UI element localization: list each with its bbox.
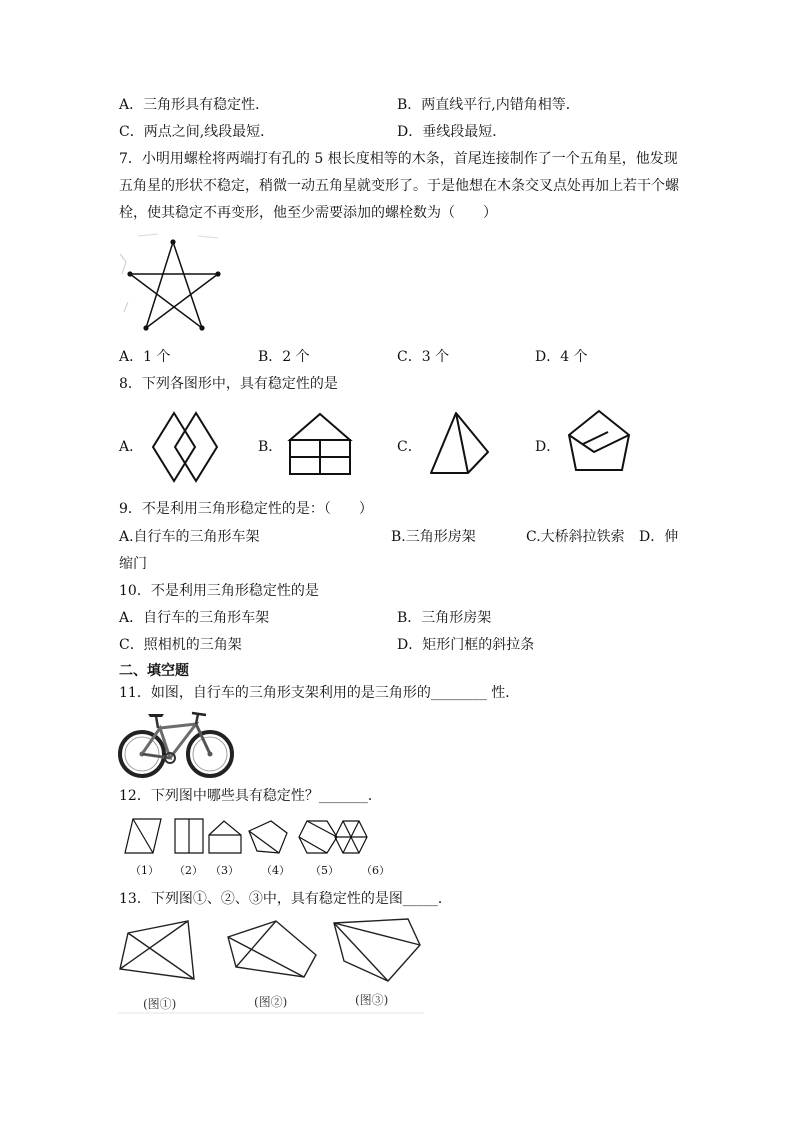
q10-option-b: B．三角形房架 [397, 610, 492, 626]
q12-label-4: （4） [261, 864, 290, 877]
q6-option-d: D．垂线段最短． [397, 124, 507, 140]
q7-stem-line3: 栓，使其稳定不再变形，他至少需要添加的螺栓数为（ ） [119, 205, 497, 221]
house-frame-figure [287, 412, 353, 478]
q8-option-d-label: D． [535, 439, 561, 455]
q8-option-c-label: C． [397, 439, 422, 455]
figure-1-quadrilateral [120, 921, 194, 979]
section-heading: 二、填空题 [119, 663, 189, 679]
q6-option-a: A．三角形具有稳定性． [119, 97, 270, 113]
q9-option-a: A.自行车的三角形车架 [119, 529, 260, 545]
q7-option-b: B．2 个 [258, 349, 310, 365]
q9-option-b: B.三角形房架 [391, 529, 476, 545]
q12-label-2: （2） [174, 864, 203, 877]
q11-stem: 11．如图，自行车的三角形支架利用的是三角形的________ 性． [119, 685, 520, 701]
q13-label-2: (图②) [254, 995, 288, 1009]
q8-option-b-label: B． [258, 439, 283, 455]
q10-option-d: D．矩形门框的斜拉条 [397, 637, 535, 653]
q10-option-c: C．照相机的三角架 [119, 637, 242, 653]
figure-3-pentagon [334, 919, 420, 981]
pentagram-figure [118, 232, 228, 340]
q9-stem: 9．不是利用三角形稳定性的是：（ ） [119, 501, 373, 517]
q9-option-d-continued: 缩门 [119, 556, 147, 572]
double-rhombus-figure [150, 410, 220, 484]
q7-option-d: D．4 个 [535, 349, 588, 365]
q12-label-6: （6） [361, 864, 390, 877]
q7-option-a: A．1 个 [119, 349, 171, 365]
pentagon-envelope-figure [566, 408, 632, 474]
bicycle-image [118, 708, 234, 780]
q6-option-b: B．两直线平行,内错角相等． [397, 97, 580, 113]
q10-option-a: A．自行车的三角形车架 [119, 610, 270, 626]
shape-3-house [209, 821, 241, 853]
q8-option-a-label: A． [119, 439, 144, 455]
q6-option-c: C．两点之间,线段最短． [119, 124, 275, 140]
q13-stem: 13．下列图①、②、③中，具有稳定性的是图_____． [119, 891, 452, 907]
q9-option-d: D．伸 [639, 529, 679, 545]
q9-option-c: C.大桥斜拉铁索 [526, 529, 625, 545]
q7-stem-line2: 五角星的形状不稳定，稍微一动五角星就变形了。于是他想在木条交叉点处再加上若干个螺 [119, 178, 679, 194]
q12-label-1: （1） [130, 864, 159, 877]
triangular-pyramid-figure [426, 410, 492, 476]
q7-stem-line1: 7．小明用螺栓将两端打有孔的 5 根长度相等的木条，首尾连接制作了一个五角星，他发现 [119, 151, 678, 167]
q7-option-c: C．3 个 [397, 349, 450, 365]
q12-stem: 12．下列图中哪些具有稳定性？_______． [119, 788, 382, 804]
q12-label-3: （3） [210, 864, 239, 877]
q12-shapes-figure [123, 817, 373, 857]
q12-label-5: （5） [310, 864, 339, 877]
q13-label-1: (图①) [143, 997, 177, 1011]
q13-label-3: (图③) [355, 993, 389, 1007]
shape-4-pentagon [249, 821, 287, 853]
q8-stem: 8．下列各图形中，具有稳定性的是 [119, 376, 338, 392]
q10-stem: 10．不是利用三角形稳定性的是 [119, 583, 319, 599]
figure-2-pentagon [228, 921, 316, 977]
